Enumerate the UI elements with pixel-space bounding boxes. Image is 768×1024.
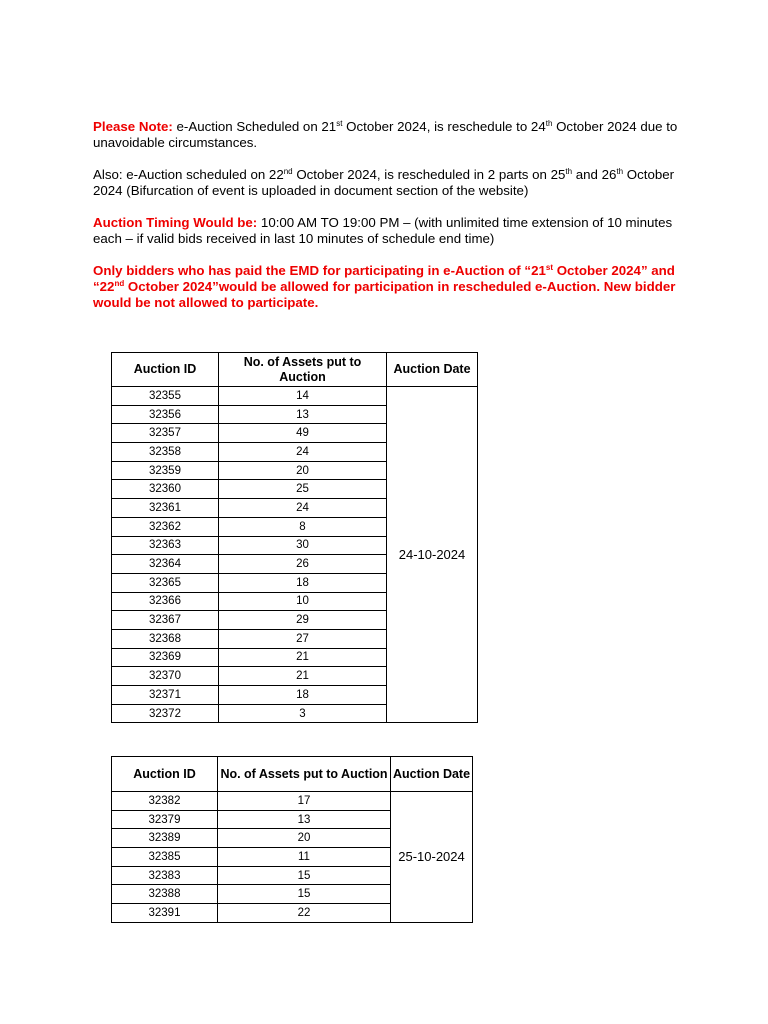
auction-id-cell: 32366 [112, 592, 219, 611]
auction-id-cell: 32388 [112, 885, 218, 904]
assets-count-cell: 20 [218, 829, 391, 848]
note-text: 10:00 AM TO 19:00 PM – (with unlimited time extension of 10 minutes each – if valid bids received in last 10 minutes of schedule end time) [93, 215, 673, 246]
auction-id-cell: 32369 [112, 648, 219, 667]
assets-count-cell: 24 [219, 499, 387, 518]
note-text: October 2024 (Bifurcation of event is uploaded in document section of the website) [93, 167, 675, 198]
auction-id-cell: 32364 [112, 555, 219, 574]
table-row [112, 387, 478, 406]
table-header-row [112, 757, 473, 792]
auction-id-cell: 32362 [112, 517, 219, 536]
auction-id-cell: 32363 [112, 536, 219, 555]
note-text: Also: e-Auction scheduled on 22 [93, 167, 284, 182]
emd-warning [93, 263, 683, 311]
note-sup: nd [283, 167, 293, 176]
note-text: October 2024, is reschedule to 24 [342, 119, 546, 134]
header-assets-count: No. of Assets put to Auction [219, 353, 387, 387]
auction-id-cell: 32371 [112, 686, 219, 705]
please-note-label: Please Note: [93, 119, 173, 134]
note-text: October 2024” and “22 [93, 263, 675, 294]
assets-count-cell: 24 [219, 443, 387, 462]
auction-id-cell: 32382 [112, 792, 218, 811]
note-text: e-Auction Scheduled on 21 [172, 119, 337, 134]
auction-table-24-oct [111, 352, 478, 723]
note-text: October 2024”would be allowed for participation in rescheduled e-Auction. New bidder would be not allowed to participate. [93, 279, 676, 310]
note-text: and 26 [572, 167, 617, 182]
auction-id-cell: 32361 [112, 499, 219, 518]
note-sup: th [565, 167, 573, 176]
assets-count-cell: 22 [218, 904, 391, 923]
assets-count-cell: 11 [218, 848, 391, 867]
auction-date-cell: 25-10-2024 [391, 792, 473, 923]
table-header-row [112, 353, 478, 387]
note-sup: st [545, 263, 553, 272]
notice-body [93, 119, 683, 327]
header-auction-date: Auction Date [391, 757, 473, 792]
auction-id-cell: 32379 [112, 810, 218, 829]
assets-count-cell: 29 [219, 611, 387, 630]
assets-count-cell: 49 [219, 424, 387, 443]
note-text: October 2024, is rescheduled in 2 parts on 25 [292, 167, 566, 182]
assets-count-cell: 20 [219, 461, 387, 480]
auction-id-cell: 32372 [112, 704, 219, 723]
assets-count-cell: 15 [218, 885, 391, 904]
assets-count-cell: 26 [219, 555, 387, 574]
assets-count-cell: 3 [219, 704, 387, 723]
assets-count-cell: 14 [219, 387, 387, 406]
note-text: Only bidders who has paid the EMD for participating in e-Auction of “21 [93, 263, 546, 278]
note-sup: nd [114, 279, 125, 288]
auction-id-cell: 32356 [112, 405, 219, 424]
assets-count-cell: 17 [218, 792, 391, 811]
auction-id-cell: 32355 [112, 387, 219, 406]
note-sup: th [545, 119, 553, 128]
auction-id-cell: 32367 [112, 611, 219, 630]
auction-date-cell: 24-10-2024 [387, 387, 478, 723]
assets-count-cell: 25 [219, 480, 387, 499]
table-row [112, 792, 473, 811]
auction-id-cell: 32358 [112, 443, 219, 462]
auction-id-cell: 32360 [112, 480, 219, 499]
header-assets-count: No. of Assets put to Auction [218, 757, 391, 792]
reschedule-note [93, 119, 683, 151]
auction-id-cell: 32359 [112, 461, 219, 480]
assets-count-cell: 30 [219, 536, 387, 555]
assets-count-cell: 18 [219, 573, 387, 592]
timing-note [93, 215, 683, 247]
header-auction-id: Auction ID [112, 757, 218, 792]
assets-count-cell: 10 [219, 592, 387, 611]
auction-id-cell: 32389 [112, 829, 218, 848]
assets-count-cell: 8 [219, 517, 387, 536]
auction-id-cell: 32370 [112, 667, 219, 686]
assets-count-cell: 13 [219, 405, 387, 424]
auction-id-cell: 32368 [112, 629, 219, 648]
auction-id-cell: 32357 [112, 424, 219, 443]
assets-count-cell: 21 [219, 667, 387, 686]
note-text: October 2024 due to unavoidable circumstances. [93, 119, 678, 150]
header-auction-date: Auction Date [387, 353, 478, 387]
assets-count-cell: 18 [219, 686, 387, 705]
note-sup: st [336, 119, 343, 128]
auction-id-cell: 32385 [112, 848, 218, 867]
header-auction-id: Auction ID [112, 353, 219, 387]
auction-table-25-oct [111, 756, 473, 923]
also-note [93, 167, 683, 199]
auction-id-cell: 32391 [112, 904, 218, 923]
timing-label: Auction Timing Would be: [93, 215, 258, 230]
auction-id-cell: 32365 [112, 573, 219, 592]
note-sup: th [616, 167, 624, 176]
assets-count-cell: 21 [219, 648, 387, 667]
assets-count-cell: 13 [218, 810, 391, 829]
auction-id-cell: 32383 [112, 866, 218, 885]
assets-count-cell: 15 [218, 866, 391, 885]
assets-count-cell: 27 [219, 629, 387, 648]
